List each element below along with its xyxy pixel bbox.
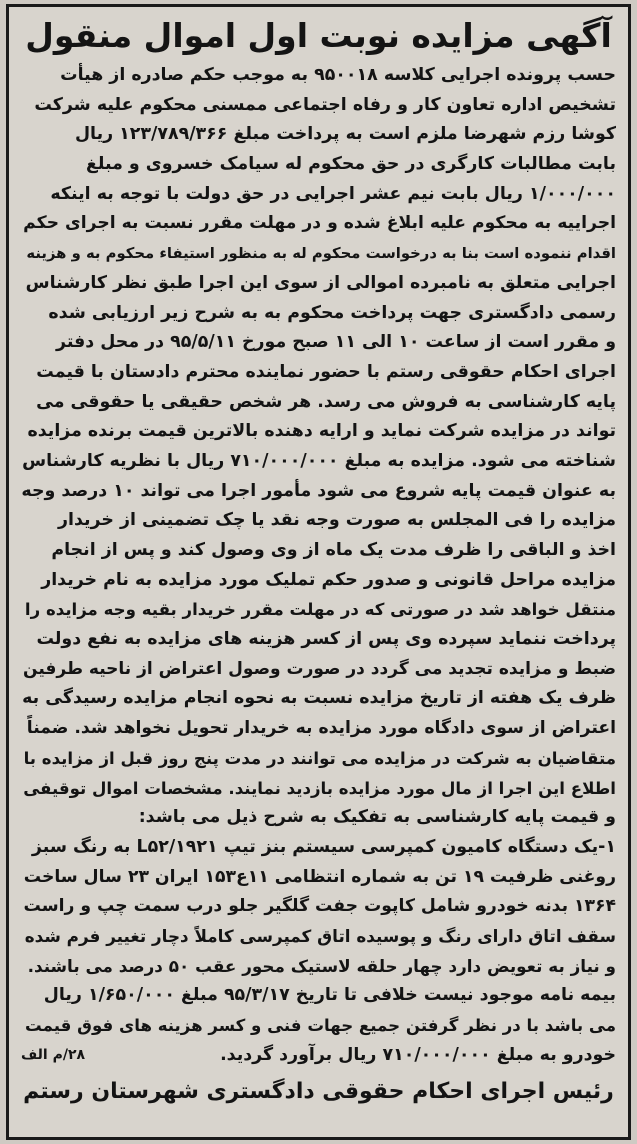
notice-line: ۱۳۶۴ بدنه خودرو شامل کاپوت جفت گلگیر جلو درب سمت چپ و راست [23,896,616,917]
notice-line: روغنی ظرفیت ۱۹ تن به شماره انتظامی ۱۱ع۱۵۳ ایران ۲۳ سال ساخت [23,866,616,887]
notice-line: و مقرر است از ساعت ۱۰ الی ۱۱ صبح مورخ ۹۵/۵/۱۱ در محل دفتر [56,332,616,353]
notice-line: حسب پرونده اجرایی کلاسه ۹۵۰۰۱۸ به موجب حکم صادره از هیأت [60,65,616,85]
notice-line: اجرایی متعلق به نامبرده اموالی از سوی این اجرا طبق نظر کارشناس [25,272,616,293]
notice-line: و نیاز به تعویض دارد چهار حلقه لاستیک محور عقب ۵۰ درصد می باشند. [27,955,616,976]
notice-title: آگهی مزایده نوبت اول اموال منقول [25,16,612,55]
notice-line: ظرف یک هفته از تاریخ مزایده نسبت به نحوه انجام مزایده رسیدگی به [22,688,616,709]
notice-line: رسمی دادگستری جهت پرداخت محکوم به به شرح زیر ارزیابی شده [48,302,616,323]
notice-line: ۱/۰۰۰/۰۰۰ ریال بابت نیم عشر اجرایی در حق دولت با توجه به اینکه [50,183,616,204]
notice-line: و قیمت پایه کارشناسی به تفکیک به شرح ذیل می باشد: [138,807,616,828]
notice-line: اطلاع این اجرا از مال مورد مزایده بازدید نمایند. مشخصات اموال توقیفی [23,778,616,798]
notice-line: اجراییه به محکوم علیه ابلاغ شده و در مهلت مقرر نسبت به اجرای حکم [23,213,616,234]
notice-line: بابت مطالبات کارگری در حق محکوم له سیامک خسروی و مبلغ [86,154,616,175]
notice-line: متقاضیان به شرکت در مزایده می توانند در مدت پنج روز قبل از مزایده با [23,748,616,768]
notice-line: مزایده را فی المجلس به صورت وجه نقد یا چک تضمینی از خریدار [57,510,616,531]
signature: رئیس اجرای احکام حقوقی دادگستری شهرستان رستم [23,1078,614,1104]
notice-line: کوشا رزم شهرضا ملزم است به پرداخت مبلغ ۱۲۳/۷۸۹/۳۶۶ ریال [74,124,616,145]
notice-line: سقف اتاق دارای رنگ و پوسیده اتاق کمپرسی کاملاً دچار تغییر فرم شده [24,925,616,946]
closing-text: خودرو به مبلغ ۷۱۰/۰۰۰/۰۰۰ ریال برآورد گردید. [220,1045,616,1066]
notice-body [21,61,616,1041]
notice-line: منتقل خواهد شد در صورتی که در مهلت مقرر خریدار بقیه وجه مزایده را [24,600,616,620]
notice-line: پرداخت ننماید سپرده وی پس از کسر هزینه های مزایده به نفع دولت [36,629,616,650]
notice-line: تشخیص اداره تعاون کار و رفاه اجتماعی ممسنی محکوم علیه شرکت [34,94,616,115]
notice-line: اعتراض از سوی دادگاه مورد مزایده به خریدار تحویل نخواهد شد. ضمناً [26,718,616,739]
notice-line: پایه کارشناسی به فروش می رسد. هر شخص حقیقی یا حقوقی می [36,391,616,412]
notice-line: شناخته می شود. مزایده به مبلغ ۷۱۰/۰۰۰/۰۰۰ ریال با نظریه کارشناس [22,450,616,471]
notice-line: تواند در مزایده شرکت نماید و ارایه دهنده بالاترین قیمت برنده مزایده [27,421,616,442]
notice-line: مزایده مراحل قانونی و صدور حکم تملیک مورد مزایده به نام خریدار [41,569,616,590]
notice-line: اخذ و الباقی را ظرف مدت یک ماه از وی وصول کند و پس از انجام [51,540,616,560]
notice-line: می باشد با در نظر گرفتن جمیع جهات فنی و کسر هزینه های فوق قیمت [25,1016,616,1035]
notice-line: اقدام ننموده است بنا به درخواست محکوم له به منظور استیفاء محکوم به و هزینه [26,245,616,263]
reference-code: ۲۸/م الف [21,1047,86,1064]
notice-line: اجرای احکام حقوقی رستم با حضور نماینده محترم دادستان با قیمت [36,361,616,382]
notice-line: ضبط و مزایده تجدید می گردد در صورت وصول اعتراض از ناحیه طرفین [23,658,616,679]
auction-notice [6,4,631,1140]
notice-line: به عنوان قیمت پایه شروع می شود مأمور اجرا می تواند ۱۰ درصد وجه [21,480,616,501]
closing-row [21,1041,616,1070]
notice-line: ۱-یک دستگاه کامیون کمپرسی سیستم بنز تیپ L۵۲/۱۹۲۱ به رنگ سبز [31,836,616,857]
notice-line: بیمه نامه موجود نیست خلافی تا تاریخ ۹۵/۳/۱۷ مبلغ ۱/۶۵۰/۰۰۰ ریال [43,985,616,1006]
